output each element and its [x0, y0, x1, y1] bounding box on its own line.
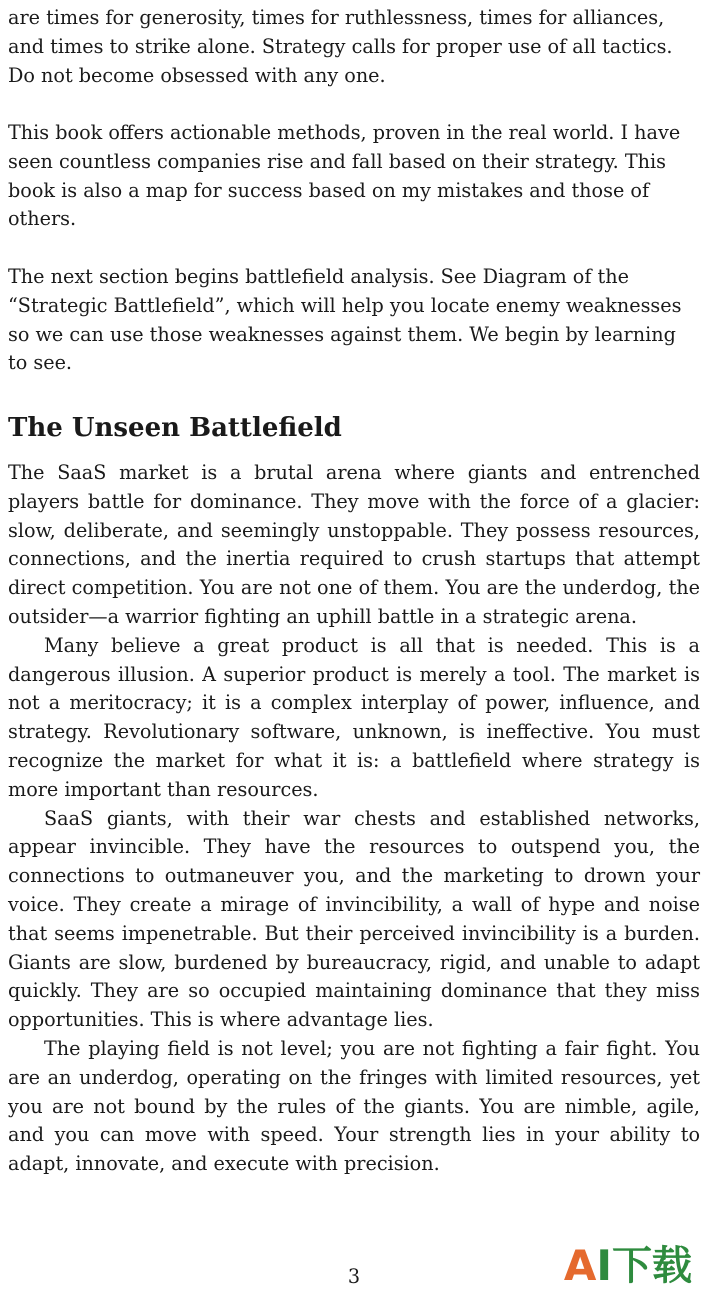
watermark-logo [564, 1242, 692, 1290]
watermark-chinese: 下载 [612, 1243, 692, 1289]
intro-paragraph-3: The next section begins battlefield analysis. See Diagram of the “Strategic Battlefield”, which will help you locate enemy weaknesses so we can use those weaknesses against them. We begin by learning to see. [8, 265, 682, 375]
watermark-letter-a: A [563, 1241, 597, 1290]
intro-paragraph-1: are times for generosity, times for ruthlessness, times for alliances, and times to strike alone. Strategy calls for proper use of all tactics. Do not become obsessed with any one. [8, 6, 673, 87]
section-body [8, 459, 700, 1179]
body-paragraph-1: The SaaS market is a brutal arena where giants and entrenched players battle for dominance. They move with the force of a glacier: slow, deliberate, and seemingly unstoppable. They possess resources, connections, and the inertia required to crush startups that attempt direct competition. You are not one of them. You are the underdog, the outsider—a warrior fighting an uphill battle in a strategic arena. [8, 461, 700, 628]
body-paragraph-4: The playing field is not level; you are not fighting a fair fight. You are an underdog, operating on the fringes with limited resources, yet you are not bound by the rules of the giants. You are nimble, agile, and you can move with speed. Your strength lies in your ability to adapt, innovate, and execute with precision. [8, 1036, 700, 1176]
watermark-letter-i: I [596, 1241, 612, 1290]
body-paragraph-3: SaaS giants, with their war chests and established networks, appear invincible. They have the resources to outspend you, the connections to outmaneuver you, and the marketing to drown your voice. They create a mirage of invincibility, a wall of hype and noise that seems impenetrable. But their perceived invincibility is a burden. Giants are slow, burdened by bureaucracy, rigid, and unable to adapt quickly. They are so occupied maintaining dominance that they miss opportunities. This is where advantage lies. [8, 806, 700, 1032]
section-heading: The Unseen Battlefield [8, 413, 342, 443]
intro-paragraph-2: This book offers actionable methods, proven in the real world. I have seen countless companies rise and fall based on their strategy. This book is also a map for success based on my mistakes and those of others. [8, 121, 681, 231]
page-number: 3 [347, 1265, 361, 1288]
body-paragraph-2: Many believe a great product is all that is needed. This is a dangerous illusion. A superior product is merely a tool. The market is not a meritocracy; it is a complex interplay of power, influence, and strategy. Revolutionary software, unknown, is ineffective. You must recognize the market for what it is: a battlefield where strategy is more important than resources. [8, 633, 700, 801]
